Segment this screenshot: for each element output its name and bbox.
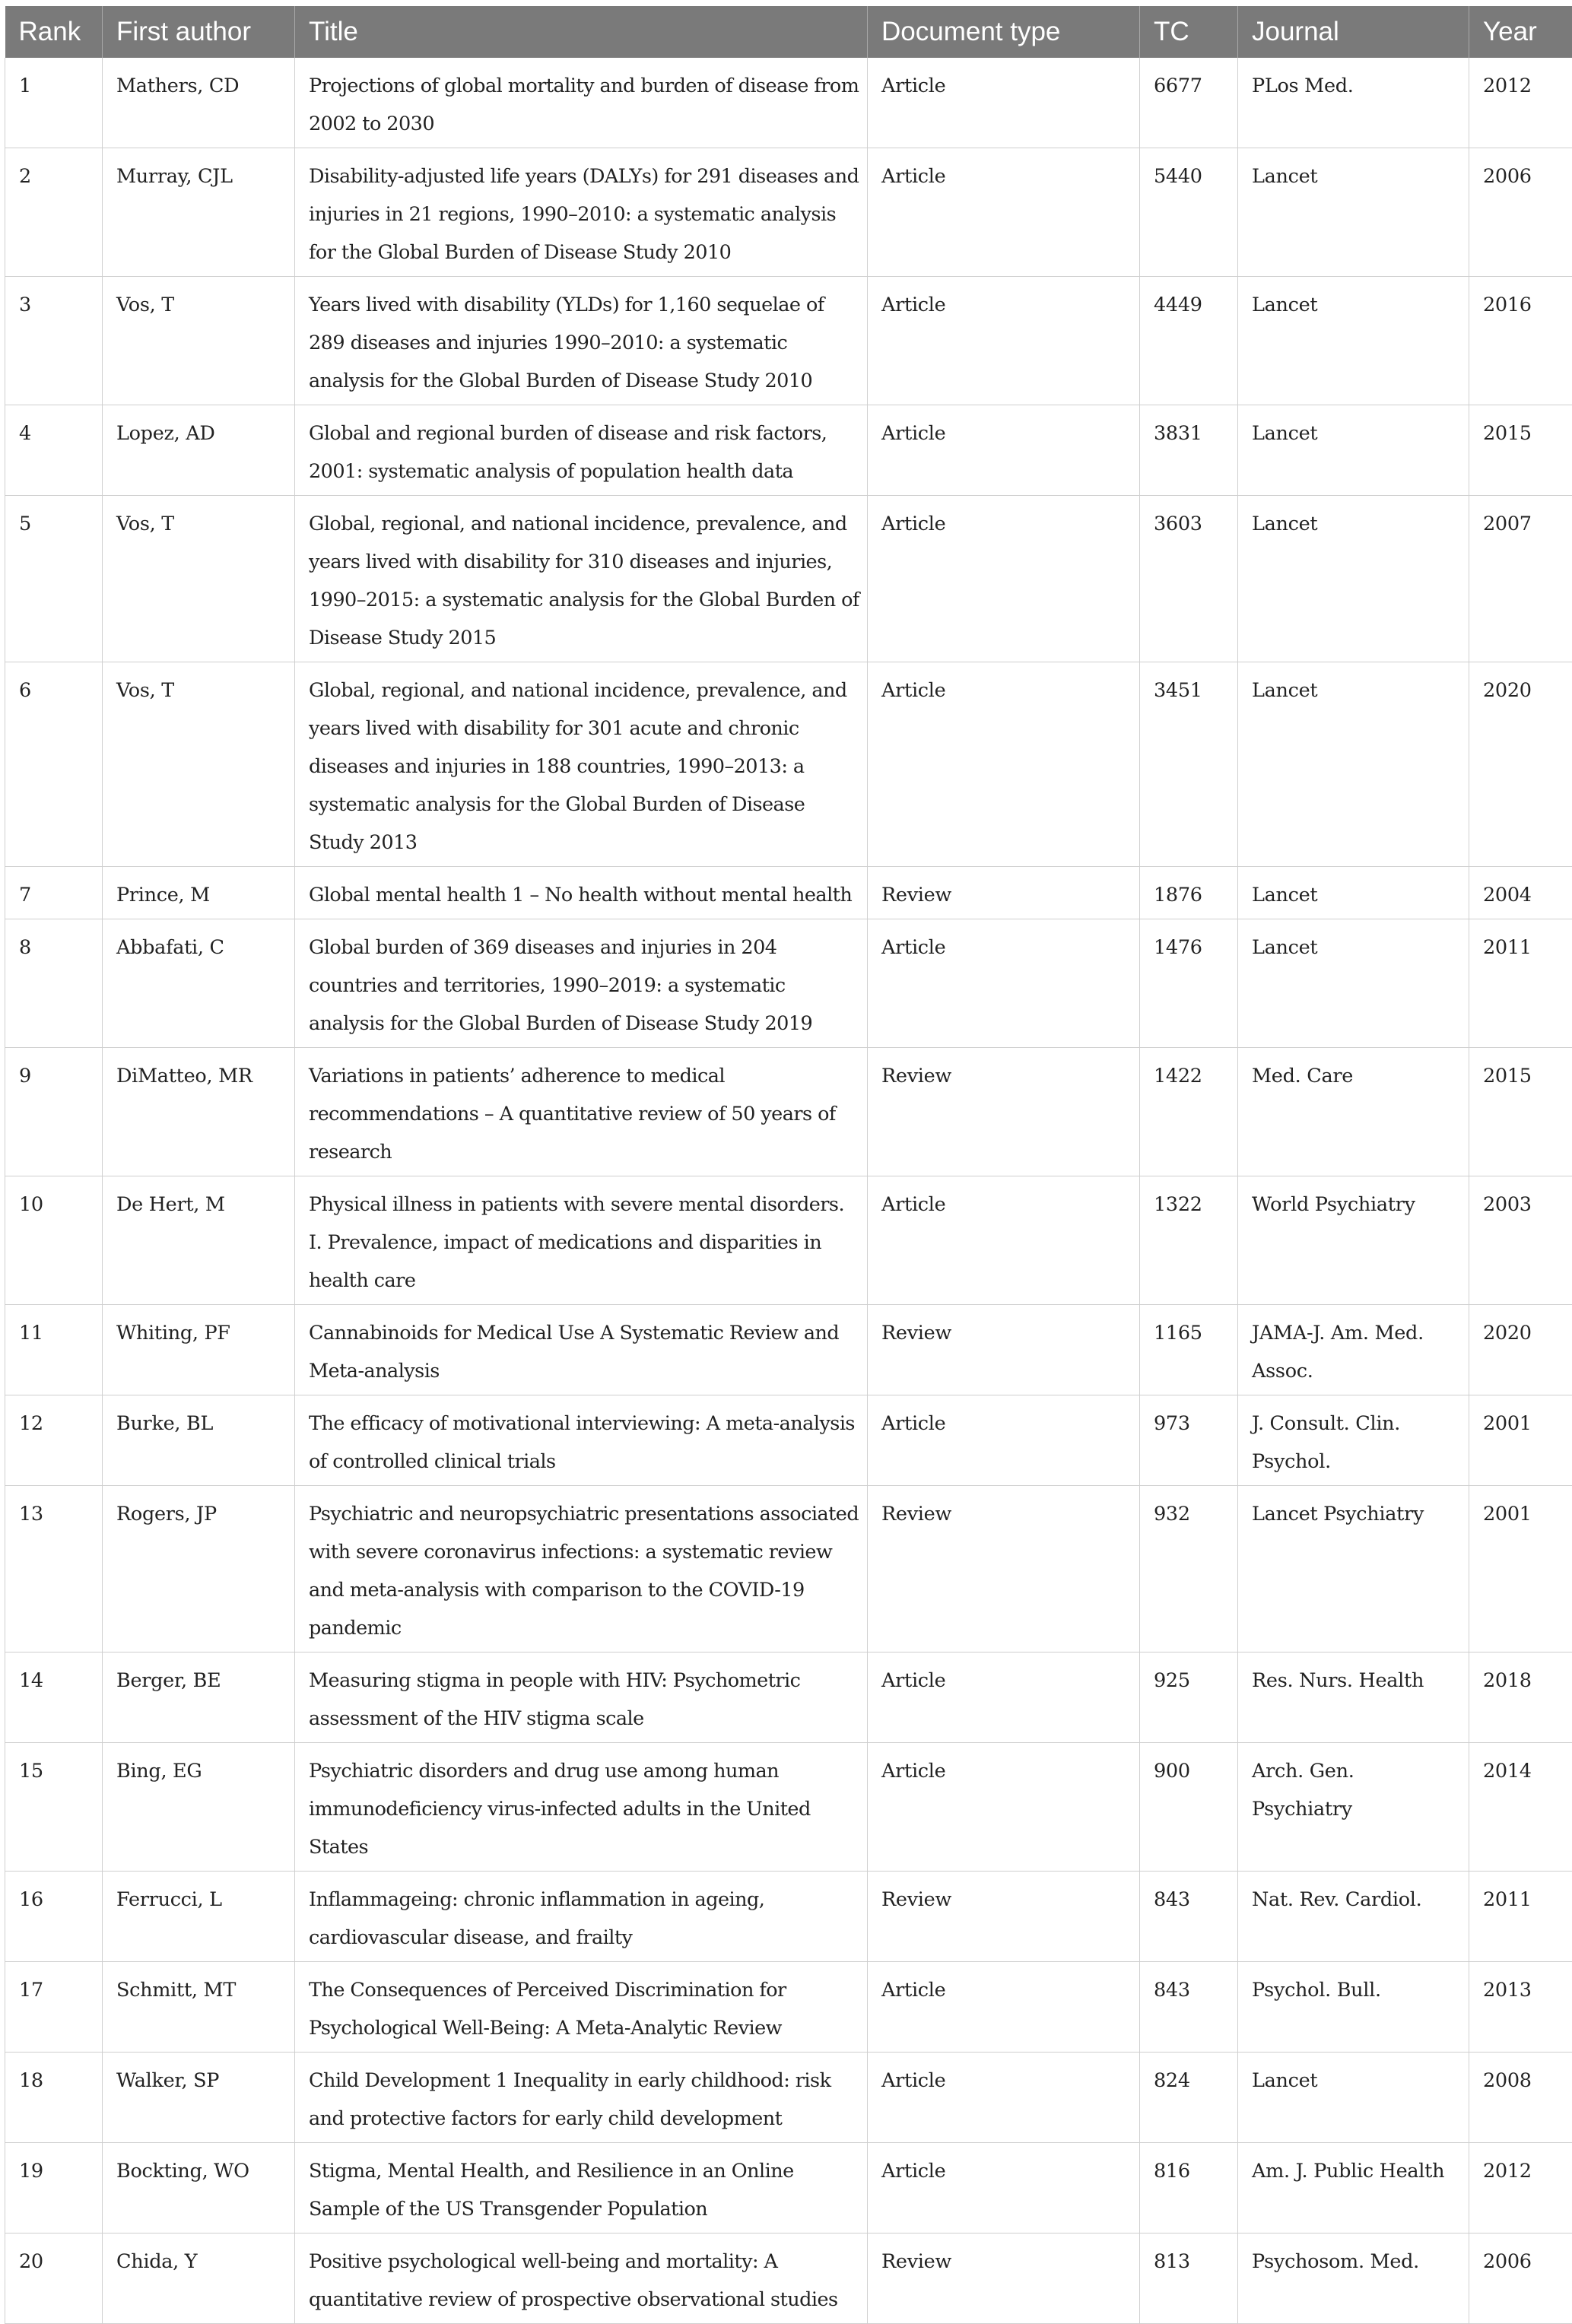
cell-year: 2018 xyxy=(1469,1653,1572,1743)
table-row xyxy=(5,1872,1572,1962)
cell-journal: Am. J. Public Health xyxy=(1238,2143,1469,2234)
cell-title: The efficacy of motivational interviewing: A meta-analysis of controlled clinical trials xyxy=(295,1395,868,1486)
table-row xyxy=(5,1486,1572,1653)
cell-title: Years lived with disability (YLDs) for 1,160 sequelae of 289 diseases and injuries 1990–2010: a systematic analysis for the Global Burden of Disease Study 2010 xyxy=(295,277,868,405)
cell-title: Global mental health 1 – No health without mental health xyxy=(295,867,868,919)
cell-rank: 17 xyxy=(5,1962,103,2053)
cell-document-type: Article xyxy=(868,405,1140,496)
cell-title: Psychiatric and neuropsychiatric presentations associated with severe coronavirus infections: a systematic review and meta-analysis with comparison to the COVID-19 pandemic xyxy=(295,1486,868,1653)
cell-rank: 12 xyxy=(5,1395,103,1486)
cell-document-type: Review xyxy=(868,1872,1140,1962)
cell-document-type: Article xyxy=(868,1743,1140,1872)
cell-journal: Psychol. Bull. xyxy=(1238,1962,1469,2053)
cell-journal: Lancet xyxy=(1238,919,1469,1048)
cell-journal: Lancet xyxy=(1238,405,1469,496)
cell-rank: 16 xyxy=(5,1872,103,1962)
cell-title: Projections of global mortality and burden of disease from 2002 to 2030 xyxy=(295,58,868,148)
cell-tc: 843 xyxy=(1140,1872,1238,1962)
table-row xyxy=(5,496,1572,662)
header-first-author: First author xyxy=(103,6,295,58)
cell-first-author: Prince, M xyxy=(103,867,295,919)
cell-title: Global burden of 369 diseases and injuries in 204 countries and territories, 1990–2019: a systematic analysis for the Global Burden of Disease Study 2019 xyxy=(295,919,868,1048)
cell-document-type: Review xyxy=(868,1048,1140,1176)
cell-first-author: Mathers, CD xyxy=(103,58,295,148)
cell-document-type: Review xyxy=(868,1305,1140,1395)
cell-tc: 4449 xyxy=(1140,277,1238,405)
table-row xyxy=(5,1743,1572,1872)
cell-year: 2001 xyxy=(1469,1395,1572,1486)
cell-title: Global and regional burden of disease and risk factors, 2001: systematic analysis of population health data xyxy=(295,405,868,496)
cell-first-author: Bockting, WO xyxy=(103,2143,295,2234)
cell-tc: 5440 xyxy=(1140,148,1238,277)
header-journal: Journal xyxy=(1238,6,1469,58)
cell-year: 2006 xyxy=(1469,148,1572,277)
table-row xyxy=(5,1048,1572,1176)
cell-rank: 18 xyxy=(5,2053,103,2143)
cell-year: 2014 xyxy=(1469,1743,1572,1872)
cell-journal: PLos Med. xyxy=(1238,58,1469,148)
table-row xyxy=(5,1176,1572,1305)
cell-rank: 20 xyxy=(5,2234,103,2324)
cell-first-author: Vos, T xyxy=(103,496,295,662)
cell-tc: 1876 xyxy=(1140,867,1238,919)
cell-tc: 900 xyxy=(1140,1743,1238,1872)
cell-first-author: Burke, BL xyxy=(103,1395,295,1486)
cell-rank: 11 xyxy=(5,1305,103,1395)
cell-title: Child Development 1 Inequality in early childhood: risk and protective factors for early child development xyxy=(295,2053,868,2143)
citations-table xyxy=(5,6,1572,2324)
table-row xyxy=(5,867,1572,919)
table-row xyxy=(5,919,1572,1048)
header-row xyxy=(5,6,1572,58)
cell-rank: 7 xyxy=(5,867,103,919)
cell-rank: 1 xyxy=(5,58,103,148)
table-body xyxy=(5,58,1572,2324)
cell-tc: 1476 xyxy=(1140,919,1238,1048)
cell-rank: 15 xyxy=(5,1743,103,1872)
table-row xyxy=(5,148,1572,277)
cell-document-type: Article xyxy=(868,1395,1140,1486)
table-row xyxy=(5,405,1572,496)
cell-journal: Arch. Gen. Psychiatry xyxy=(1238,1743,1469,1872)
cell-first-author: Schmitt, MT xyxy=(103,1962,295,2053)
cell-first-author: Murray, CJL xyxy=(103,148,295,277)
cell-year: 2011 xyxy=(1469,919,1572,1048)
cell-first-author: Chida, Y xyxy=(103,2234,295,2324)
cell-year: 2020 xyxy=(1469,1305,1572,1395)
cell-rank: 9 xyxy=(5,1048,103,1176)
cell-title: Variations in patients’ adherence to medical recommendations – A quantitative review of 50 years of research xyxy=(295,1048,868,1176)
cell-journal: Lancet xyxy=(1238,867,1469,919)
cell-rank: 4 xyxy=(5,405,103,496)
cell-document-type: Article xyxy=(868,1653,1140,1743)
cell-journal: Nat. Rev. Cardiol. xyxy=(1238,1872,1469,1962)
table-row xyxy=(5,1395,1572,1486)
cell-title: Inflammageing: chronic inflammation in ageing, cardiovascular disease, and frailty xyxy=(295,1872,868,1962)
cell-year: 2012 xyxy=(1469,58,1572,148)
cell-first-author: Abbafati, C xyxy=(103,919,295,1048)
cell-first-author: Rogers, JP xyxy=(103,1486,295,1653)
table-row xyxy=(5,2143,1572,2234)
cell-document-type: Review xyxy=(868,2234,1140,2324)
cell-document-type: Article xyxy=(868,496,1140,662)
cell-journal: Lancet xyxy=(1238,496,1469,662)
cell-first-author: Vos, T xyxy=(103,277,295,405)
cell-document-type: Review xyxy=(868,867,1140,919)
header-title: Title xyxy=(295,6,868,58)
table-row xyxy=(5,277,1572,405)
cell-tc: 1422 xyxy=(1140,1048,1238,1176)
cell-first-author: Whiting, PF xyxy=(103,1305,295,1395)
cell-tc: 932 xyxy=(1140,1486,1238,1653)
cell-first-author: Lopez, AD xyxy=(103,405,295,496)
table-row xyxy=(5,662,1572,867)
table-row xyxy=(5,2234,1572,2324)
cell-first-author: De Hert, M xyxy=(103,1176,295,1305)
cell-year: 2013 xyxy=(1469,1962,1572,2053)
cell-year: 2011 xyxy=(1469,1872,1572,1962)
cell-title: Psychiatric disorders and drug use among human immunodeficiency virus-infected adults in the United States xyxy=(295,1743,868,1872)
table-row xyxy=(5,58,1572,148)
cell-first-author: Ferrucci, L xyxy=(103,1872,295,1962)
cell-title: Physical illness in patients with severe mental disorders. I. Prevalence, impact of medications and disparities in health care xyxy=(295,1176,868,1305)
cell-document-type: Article xyxy=(868,662,1140,867)
cell-tc: 1322 xyxy=(1140,1176,1238,1305)
cell-document-type: Article xyxy=(868,148,1140,277)
cell-first-author: Walker, SP xyxy=(103,2053,295,2143)
cell-tc: 816 xyxy=(1140,2143,1238,2234)
cell-document-type: Article xyxy=(868,277,1140,405)
cell-rank: 8 xyxy=(5,919,103,1048)
cell-tc: 843 xyxy=(1140,1962,1238,2053)
cell-year: 2006 xyxy=(1469,2234,1572,2324)
cell-journal: Psychosom. Med. xyxy=(1238,2234,1469,2324)
cell-year: 2008 xyxy=(1469,2053,1572,2143)
cell-title: Cannabinoids for Medical Use A Systematic Review and Meta-analysis xyxy=(295,1305,868,1395)
cell-year: 2001 xyxy=(1469,1486,1572,1653)
cell-document-type: Article xyxy=(868,2143,1140,2234)
table-container xyxy=(5,6,1572,2324)
cell-tc: 6677 xyxy=(1140,58,1238,148)
header-rank: Rank xyxy=(5,6,103,58)
cell-year: 2016 xyxy=(1469,277,1572,405)
cell-journal: JAMA-J. Am. Med. Assoc. xyxy=(1238,1305,1469,1395)
cell-rank: 6 xyxy=(5,662,103,867)
cell-rank: 14 xyxy=(5,1653,103,1743)
cell-first-author: Berger, BE xyxy=(103,1653,295,1743)
table-row xyxy=(5,1653,1572,1743)
header-tc: TC xyxy=(1140,6,1238,58)
cell-journal: Med. Care xyxy=(1238,1048,1469,1176)
cell-year: 2003 xyxy=(1469,1176,1572,1305)
cell-journal: Res. Nurs. Health xyxy=(1238,1653,1469,1743)
cell-tc: 973 xyxy=(1140,1395,1238,1486)
cell-tc: 1165 xyxy=(1140,1305,1238,1395)
table-row xyxy=(5,1305,1572,1395)
cell-year: 2015 xyxy=(1469,1048,1572,1176)
cell-journal: J. Consult. Clin. Psychol. xyxy=(1238,1395,1469,1486)
cell-journal: World Psychiatry xyxy=(1238,1176,1469,1305)
header-year: Year xyxy=(1469,6,1572,58)
table-row xyxy=(5,2053,1572,2143)
cell-title: Positive psychological well-being and mortality: A quantitative review of prospective observational studies xyxy=(295,2234,868,2324)
cell-first-author: Bing, EG xyxy=(103,1743,295,1872)
cell-rank: 3 xyxy=(5,277,103,405)
cell-title: Global, regional, and national incidence, prevalence, and years lived with disability for 301 acute and chronic diseases and injuries in 188 countries, 1990–2013: a systematic analysis for the Global Burden of Disease Study 2013 xyxy=(295,662,868,867)
cell-year: 2004 xyxy=(1469,867,1572,919)
cell-journal: Lancet xyxy=(1238,662,1469,867)
cell-rank: 2 xyxy=(5,148,103,277)
table-row xyxy=(5,1962,1572,2053)
cell-rank: 5 xyxy=(5,496,103,662)
cell-document-type: Article xyxy=(868,919,1140,1048)
cell-first-author: DiMatteo, MR xyxy=(103,1048,295,1176)
cell-document-type: Review xyxy=(868,1486,1140,1653)
cell-document-type: Article xyxy=(868,2053,1140,2143)
header-document-type: Document type xyxy=(868,6,1140,58)
cell-tc: 925 xyxy=(1140,1653,1238,1743)
cell-document-type: Article xyxy=(868,58,1140,148)
cell-tc: 3831 xyxy=(1140,405,1238,496)
cell-title: Measuring stigma in people with HIV: Psychometric assessment of the HIV stigma scale xyxy=(295,1653,868,1743)
cell-first-author: Vos, T xyxy=(103,662,295,867)
cell-title: The Consequences of Perceived Discrimination for Psychological Well-Being: A Meta-Analytic Review xyxy=(295,1962,868,2053)
cell-year: 2012 xyxy=(1469,2143,1572,2234)
cell-tc: 3451 xyxy=(1140,662,1238,867)
cell-journal: Lancet xyxy=(1238,277,1469,405)
cell-title: Disability-adjusted life years (DALYs) for 291 diseases and injuries in 21 regions, 1990–2010: a systematic analysis for the Global Burden of Disease Study 2010 xyxy=(295,148,868,277)
cell-journal: Lancet Psychiatry xyxy=(1238,1486,1469,1653)
cell-document-type: Article xyxy=(868,1176,1140,1305)
cell-year: 2020 xyxy=(1469,662,1572,867)
cell-tc: 824 xyxy=(1140,2053,1238,2143)
cell-journal: Lancet xyxy=(1238,2053,1469,2143)
cell-rank: 10 xyxy=(5,1176,103,1305)
cell-title: Global, regional, and national incidence, prevalence, and years lived with disability for 310 diseases and injuries, 1990–2015: a systematic analysis for the Global Burden of Disease Study 2015 xyxy=(295,496,868,662)
cell-journal: Lancet xyxy=(1238,148,1469,277)
cell-title: Stigma, Mental Health, and Resilience in an Online Sample of the US Transgender Population xyxy=(295,2143,868,2234)
cell-year: 2007 xyxy=(1469,496,1572,662)
cell-tc: 813 xyxy=(1140,2234,1238,2324)
cell-tc: 3603 xyxy=(1140,496,1238,662)
cell-rank: 19 xyxy=(5,2143,103,2234)
cell-year: 2015 xyxy=(1469,405,1572,496)
cell-document-type: Article xyxy=(868,1962,1140,2053)
cell-rank: 13 xyxy=(5,1486,103,1653)
